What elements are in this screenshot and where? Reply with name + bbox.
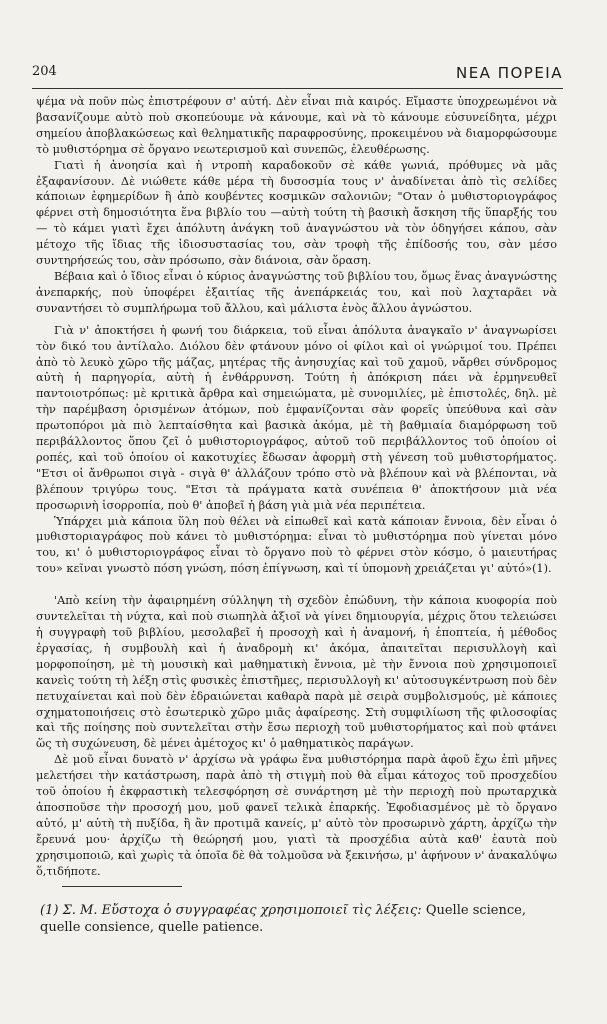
paragraph: Γιατὶ ἡ ἀνοησία καὶ ἡ ντροπὴ καραδοκοῦν σὲ κάθε γωνιά, πρόθυμες νὰ μᾶς ἐξαφανίσουν. Δὲ νιώθετε κάθε μέρα τὴ δυσοσμία τους ν' ἀναδίνεται ἀπὸ τὶς σελίδες κάποιων ἐφημερίδων ἢ ἀπὸ κουβέντες κοσμικῶν σαλονιῶν; "Οταν ὁ μυθιστοριογράφος φέρνει στὴ δημοσιότητα ἕνα βιβλίο του —αὐτὴ τούτη τὴ βασικὴ ἄσκηση τῆς ὕπαρξής του— τὸ κάμει γιατὶ ἔχει ἀπόλυτη ἀνάγκη τοῦ ἀναγνώστου νὰ τὸν ὁδηγήσει κάπου, σὰν μέτοχο τῆς ἴδιας τῆς ἰδιοσυστασίας του, σὰν τροφὴ τῆς ἐπίδοσής του, σὰν μέσο συντηρήσεώς του, σὰν πρόσωπο, σὰν διάνοια, σὰν ὅραση. [36, 158, 557, 268]
paragraph: ψέμα νὰ ποῦν πὼς ἐπιστρέφουν σ' αὐτή. Δὲν εἶναι πιὰ καιρός. Εἴμαστε ὑποχρεωμένοι νὰ βασανίζουμε αὐτὸ ποὺ σκοπεύουμε νὰ κάνουμε, καὶ νὰ τὸ κάνουμε εὐσυνείδητα, μέχρι σημείου ἀποβλακώσεως καὶ θεληματικῆς παραφροσύνης, προκειμένου νὰ διαμορφώσουμε τὸ μυθιστόρημα σὲ ὄργανο νεωτερισμοῦ καὶ συνεπῶς, ἐλευθέρωσης. [36, 95, 557, 156]
paragraph: Γιὰ ν' ἀποκτήσει ἡ φωνή του διάρκεια, τοῦ εἶναι ἀπόλυτα ἀναγκαῖο ν' ἀναγνωρίσει τὸν δικό του ἀντίλαλο. Διόλου δὲν φτάνουν μόνο οἱ φίλοι καὶ οἱ γνώριμοί του. Πρέπει ἀπὸ τὸ λευκὸ χῶρο τῆς μάζας, μητέρας τῆς ἀνησυχίας καὶ τοῦ χαμοῦ, νἄρθει σύνδρομος αὐτὴ ἡ παρηγορία, αὐτὴ ἡ ἐνθάρρυνση. Τούτη ἡ ἀπόκριση πάει νὰ ἑρμηνευθεῖ παντοιοτρόπως: μὲ κριτικὰ ἄρθρα καὶ σημειώματα, μὲ συνομιλίες, μὲ ἐπιστολές, δηλ. μὲ τὴν παρέμβαση ὁρισμένων ἀτόμων, ποὺ ἐμφανίζονται σὰν φορεῖς ὑπεύθυνα καὶ σὰν πρωτοπόροι μὰ πιὸ λεπταίσθητα καὶ βασικὰ ἀκόμα, μὲ τὴ βαθμιαία διαμόρφωση τοῦ περιβάλλοντος ὅπου ζεῖ ὁ μυθιστοριογράφος, αὐτοῦ τοῦ περιβάλλοντος τοῦ ὁποίου οἱ ροπές, καὶ τοῦ ὁποίου οἱ κακοτυχίες ἔδωσαν ἀφορμὴ στὴ γένεση τοῦ μυθιστορήματος. "Ετσι οἱ ἄνθρωποι σιγὰ - σιγὰ θ' ἀλλάζουν τρόπο στὸ νὰ βλέπουν καὶ νὰ βλέπονται, νὰ βλέπουν τριγύρω τους. "Ετσι τὰ πράγματα κατὰ συνέπεια θ' ἀποκτήσουν μιὰ νέα προσωρινὴ ἰσορροπία, ποὺ θ' ἀποβεῖ ἡ βάση γιὰ μιὰ νέα περιπέτεια. [36, 323, 557, 512]
paragraph: 'Απὸ κείνη τὴν ἀφαιρημένη σύλληψη τὴ σχεδὸν ἐπώδυνη, τὴν κάποια κυοφορία ποὺ συντελεῖται τὴ νύχτα, καὶ ποὺ σιωπηλὰ ἀξιοῖ νὰ γίνει δημιουργία, μέχρις ὅτου τελειώσει ἡ συγγραφὴ τοῦ βιβλίου, μεσολαβεῖ ἡ προσοχὴ καὶ ἡ ἀναμονή, ἡ ἐποπτεία, ἡ μέθοδος ἐργασίας, ἡ συμβουλὴ καὶ ἡ ἀναδρομὴ κι' ἀκόμα, ἀπαιτεῖται περισυλλογὴ καὶ μορφοποίηση, μὲ τὴ μουσικὴ καὶ μαθηματικὴ ἔννοια, μὲ τὴν ἔννοια ποὺ χρησιμοποιεῖ κανεὶς τούτη τὴ λέξη στὶς φυσικὲς ἐπιστῆμες, περισυλλογὴ κι' αὐτοσυγκέντρωση ποὺ δὲν πετυχαίνεται καὶ ποὺ δὲν ἑδραιώνεται καθαρὰ παρὰ μὲ σειρὰ συμβολισμούς, μὲ κάποιες σχηματοποιήσεις στὸ ἐσωτερικὸ χῶρο μιᾶς ἀφαίρεσης. Στὴ συμφιλίωση τῆς φιλοσοφίας καὶ τῆς ποίησης ποὺ συντελεῖται στὴν ἔσω περιοχὴ τοῦ μυθιστορήματος καὶ ποὺ φτάνει ὥς τὴ συχώνευση, δὲ μένει ἀμέτοχος κι' ὁ μαθηματικὸς παράγων. [36, 594, 557, 751]
page-number: 204 [32, 64, 57, 79]
page-header [32, 64, 563, 86]
header-rule [32, 88, 563, 89]
footnote-roman-text: Quelle science, quelle consience, quelle patience. [40, 903, 526, 935]
footnote-italic-text: Σ. Μ. Εὔστοχα ὁ συγγραφέας χρησιμοποιεῖ τὶς λέξεις: [62, 903, 422, 918]
paragraph: Βέβαια καὶ ὁ ἴδιος εἶναι ὁ κύριος ἀναγνώστης τοῦ βιβλίου του, ὅμως ἕνας ἀναγνώστης ἀνεπαρκής, ποὺ ὑποφέρει ἐξαιτίας τῆς ἀνεπάρκειάς του, καὶ ποὺ λαχταρᾶει νὰ συναντήσει τὸ συμπλήρωμα τοῦ ἄλλου, καὶ μάλιστα ἑνὸς ἄλλου ἀγνώστου. [36, 269, 557, 315]
footnote-rule [62, 886, 182, 887]
main-text [36, 94, 557, 880]
footnote-marker: (1) [40, 903, 59, 918]
footnote [40, 902, 563, 936]
paragraph: Ὑπάρχει μιὰ κάποια ὕλη ποὺ θέλει νὰ εἰπωθεῖ καὶ κατὰ κάποιαν ἔννοια, δὲν εἶναι ὁ μυθιστοριαγράφος ποὺ κάνει τὸ μυθιστόρημα: εἶναι τὸ μυθιστόρημα ποὺ γίνεται μόνο του, κι' ὁ μυθιστοριογράφος εἶναι τὸ ὄργανο ποὺ τὸ φέρνει στὸν κόσμο, ὁ μαιευτήρας του» κεῖναι γνωστὸ πόση γνώση, πόση ἐπίγνωση, καὶ τί ὑπομονὴ χρειάζεται γι' αὐτό»(1). [36, 514, 557, 576]
running-title: ΝΕΑ ΠΟΡΕΙΑ [455, 64, 563, 82]
paragraph: Δὲ μοῦ εἶναι δυνατὸ ν' ἀρχίσω νὰ γράφω ἕνα μυθιστόρημα παρὰ ἀφοῦ ἔχω ἐπὶ μῆνες μελετήσει τὴν κατάστρωση, παρὰ ἀπὸ τὴ στιγμὴ ποὺ θὰ εἶμαι κάτοχος τοῦ προσχεδίου τοῦ ὁποίου ἡ ἐκφραστικὴ τελεσφόρηση σὲ συνάρτηση μὲ τὴν περιοχὴ ποὺ πρωταρχικὰ ἀποσποῦσε τὴν προσοχή μου, μοῦ φανεῖ τελικὰ ἐπαρκής. Ἐφοδιασμένος μὲ τὸ ὄργανο αὐτό, μ' αὐτὴ τὴ πυξίδα, ἢ ἂν προτιμᾶ κανείς, μ' αὐτὸ τὸν προσωρινὸ χάρτη, ἀρχίζω τὴν ἔρευνά μου· ἀρχίζω τὴ θεώρησή μου, γιατὶ τὰ προσχέδια αὐτὰ καθ' ἑαυτὰ ποὺ χρησιμοποιῶ, καὶ χωρὶς τὰ ὁποῖα δὲ θὰ τολμοῦσα νὰ ξεκινήσω, μ' ἀφήνουν ν' ἀνακαλύψω ὅ,τιδήποτε. [36, 753, 557, 878]
